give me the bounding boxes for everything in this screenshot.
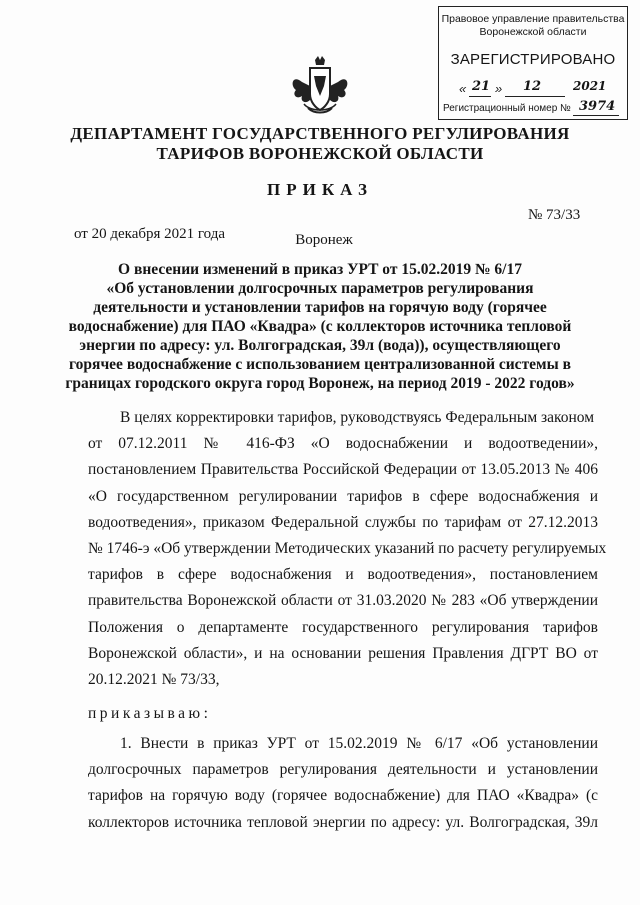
body-line: В целях корректировки тарифов, руководствуясь Федеральным законом bbox=[120, 409, 595, 426]
item-line: коллекторов источника тепловой энергии по адресу: ул. Волгоградская, 39л bbox=[88, 813, 598, 831]
order-date: от 20 декабря 2021 года bbox=[74, 226, 226, 242]
body-line: № 1746-э «Об утверждении Методических указаний по расчету регулируемых bbox=[88, 539, 607, 557]
stamp-month-line bbox=[505, 96, 565, 97]
stamp-date-month: 12 bbox=[523, 79, 542, 94]
preamble-paragraph bbox=[88, 405, 607, 693]
item-line: долгосрочных параметров регулирования деятельности и установлении bbox=[88, 761, 598, 779]
stamp-org-line: Воронежской области bbox=[479, 26, 587, 38]
department-title-line: ТАРИФОВ ВОРОНЕЖСКОЙ ОБЛАСТИ bbox=[156, 144, 484, 163]
item-line: 1. Внести в приказ УРТ от 15.02.2019 № 6/17 «Об установлении bbox=[120, 735, 598, 752]
stamp-day-line bbox=[469, 96, 491, 97]
body-line: «О государственном регулировании тарифов в сфере водоснабжения и bbox=[88, 487, 598, 505]
subject-line: границах городского округа город Воронеж, на период 2019 - 2022 годов» bbox=[65, 375, 575, 392]
stamp-status: ЗАРЕГИСТРИРОВАНО bbox=[450, 51, 616, 68]
stamp-number-line bbox=[573, 115, 619, 116]
body-line: 20.12.2021 № 73/33, bbox=[88, 670, 220, 688]
stamp-date-open: « bbox=[459, 81, 467, 96]
registration-stamp bbox=[438, 6, 628, 120]
body-line: Воронежской области», и на основании решения Правления ДГРТ ВО от bbox=[88, 644, 598, 662]
subject-line: «Об установлении долгосрочных параметров регулирования bbox=[106, 280, 534, 297]
department-title-line: ДЕПАРТАМЕНТ ГОСУДАРСТВЕННОГО РЕГУЛИРОВАНИЯ bbox=[70, 124, 570, 143]
coat-of-arms-icon bbox=[288, 56, 352, 116]
stamp-date-year: 2021 bbox=[573, 79, 607, 93]
body-line: постановлением Правительства Российской Федерации от 13.05.2013 № 406 bbox=[88, 461, 598, 479]
subject-line: деятельности и установлении тарифов на горячую воду (горячее bbox=[93, 299, 547, 316]
stamp-reg-number: 3974 bbox=[579, 99, 616, 114]
document-type: ПРИКАЗ bbox=[267, 180, 373, 199]
stamp-reg-label: Регистрационный номер № bbox=[443, 103, 571, 114]
body-line: Положения о департаменте государственного регулирования тарифов bbox=[88, 618, 598, 636]
order-subject bbox=[0, 260, 640, 393]
item-1-paragraph bbox=[88, 731, 598, 836]
order-number: № 73/33 bbox=[528, 207, 581, 223]
order-city: Воронеж bbox=[295, 232, 353, 248]
stamp-date-day: 21 bbox=[472, 79, 491, 94]
subject-line: горячее водоснабжение с использованием централизованной системы в bbox=[69, 356, 571, 373]
body-line: водоотведения», приказом Федеральной службы по тарифам от 27.12.2013 bbox=[88, 513, 598, 531]
body-line: тарифов в сфере водоснабжения и водоотведения», постановлением bbox=[88, 566, 598, 584]
stamp-date-close: » bbox=[495, 81, 503, 96]
subject-line: О внесении изменений в приказ УРТ от 15.02.2019 № 6/17 bbox=[118, 261, 522, 278]
stamp-org-line: Правовое управление правительства bbox=[441, 13, 625, 25]
item-line: тарифов на горячую воду (горячее водоснабжение) для ПАО «Квадра» (с bbox=[88, 787, 598, 805]
order-directive-word: приказываю: bbox=[88, 705, 212, 722]
body-line: от 07.12.2011 № 416-ФЗ «О водоснабжении и водоотведении», bbox=[88, 435, 598, 453]
subject-line: энергии по адресу: ул. Волгоградская, 39л (вода)), осуществляющего bbox=[79, 337, 561, 354]
subject-line: водоснабжение) для ПАО «Квадра» (с коллекторов источника тепловой bbox=[68, 318, 572, 335]
department-title bbox=[0, 124, 640, 164]
body-line: правительства Воронежской области от 31.03.2020 № 283 «Об утверждении bbox=[88, 592, 598, 610]
